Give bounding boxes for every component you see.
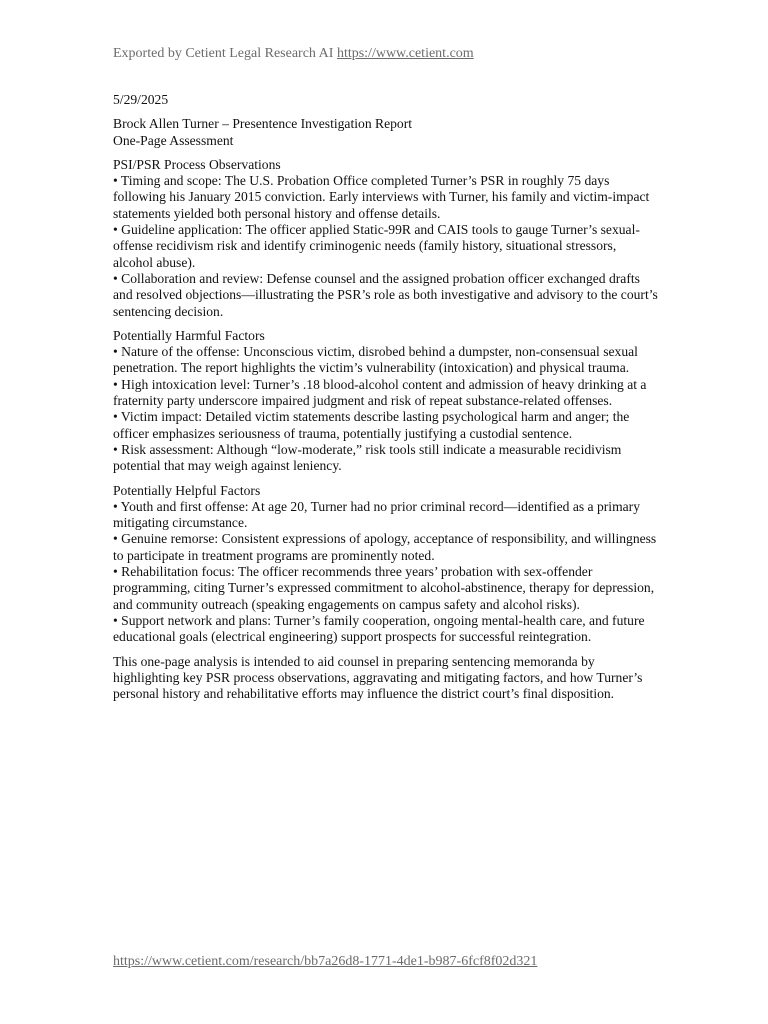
bullet-item: • Collaboration and review: Defense counsel and the assigned probation officer exchanged drafts and resolved objections—illustrating the PSR’s role as both investigative and advisory to the court’s sentencing decision. bbox=[113, 270, 658, 319]
section-heading: Potentially Helpful Factors bbox=[113, 482, 261, 498]
section-heading: Potentially Harmful Factors bbox=[113, 327, 265, 343]
document-subtitle: One-Page Assessment bbox=[113, 132, 234, 148]
bullet-item: • Genuine remorse: Consistent expressions of apology, acceptance of responsibility, and willingness to participate in treatment programs are prominently noted. bbox=[113, 531, 657, 563]
bullet-item: • Risk assessment: Although “low-moderate,” risk tools still indicate a measurable recidivism potential that may weigh against leniency. bbox=[113, 441, 622, 474]
bullet-item: • Guideline application: The officer applied Static-99R and CAIS tools to gauge Turner’s sexual-offense recidivism risk and identify criminogenic needs (family history, situational stressors, alcohol abuse). bbox=[113, 222, 640, 270]
document-date: 5/29/2025 bbox=[113, 92, 169, 107]
document-body bbox=[113, 92, 658, 702]
bullet-item: • Youth and first offense: At age 20, Turner had no prior criminal record—identified as a primary mitigating circumstance. bbox=[113, 498, 641, 531]
bullet-item: • Victim impact: Detailed victim statements describe lasting psychological harm and anger; the officer emphasizes seriousness of trauma, potentially justifying a custodial sentence. bbox=[113, 409, 630, 441]
bullet-item: • High intoxication level: Turner’s .18 blood-alcohol content and admission of heavy drinking at a fraternity party underscore impaired judgment and risk of repeat substance-related offenses. bbox=[113, 376, 647, 409]
section-helpful-factors bbox=[113, 483, 658, 646]
section-heading: PSI/PSR Process Observations bbox=[113, 156, 281, 172]
research-permalink[interactable]: https://www.cetient.com/research/bb7a26d8-1771-4de1-b987-6fcf8f02d321 bbox=[113, 954, 538, 969]
export-notice-text: Exported by Cetient Legal Research AI bbox=[113, 46, 337, 61]
bullet-item: • Support network and plans: Turner’s family cooperation, ongoing mental-health care, and future educational goals (electrical engineering) support prospects for successful reintegration. bbox=[113, 612, 645, 645]
title-block bbox=[113, 116, 658, 149]
section-process-observations bbox=[113, 157, 658, 320]
bullet-item: • Nature of the offense: Unconscious victim, disrobed behind a dumpster, non-consensual sexual penetration. The report highlights the victim’s vulnerability (intoxication) and physical trauma. bbox=[113, 344, 638, 376]
bullet-item: • Rehabilitation focus: The officer recommends three years’ probation with sex-offender programming, citing Turner’s expressed commitment to alcohol-abstinence, therapy for depression, and community outreach (speaking engagements on campus safety and alcohol risks). bbox=[113, 564, 655, 612]
bullet-item: • Timing and scope: The U.S. Probation Office completed Turner’s PSR in roughly 75 days following his January 2015 conviction. Early interviews with Turner, his family and victim-impact statements yielded both personal history and offense details. bbox=[113, 173, 650, 221]
document-title: Brock Allen Turner – Presentence Investigation Report bbox=[113, 116, 413, 132]
closing-paragraph: This one-page analysis is intended to aid counsel in preparing sentencing memoranda by highlighting key PSR process observations, aggravating and mitigating factors, and how Turner’s personal history and rehabilitative efforts may influence the district court’s final disposition. bbox=[113, 653, 643, 702]
export-site-link[interactable]: https://www.cetient.com bbox=[336, 46, 474, 61]
export-notice bbox=[113, 45, 474, 63]
section-harmful-factors bbox=[113, 328, 658, 475]
